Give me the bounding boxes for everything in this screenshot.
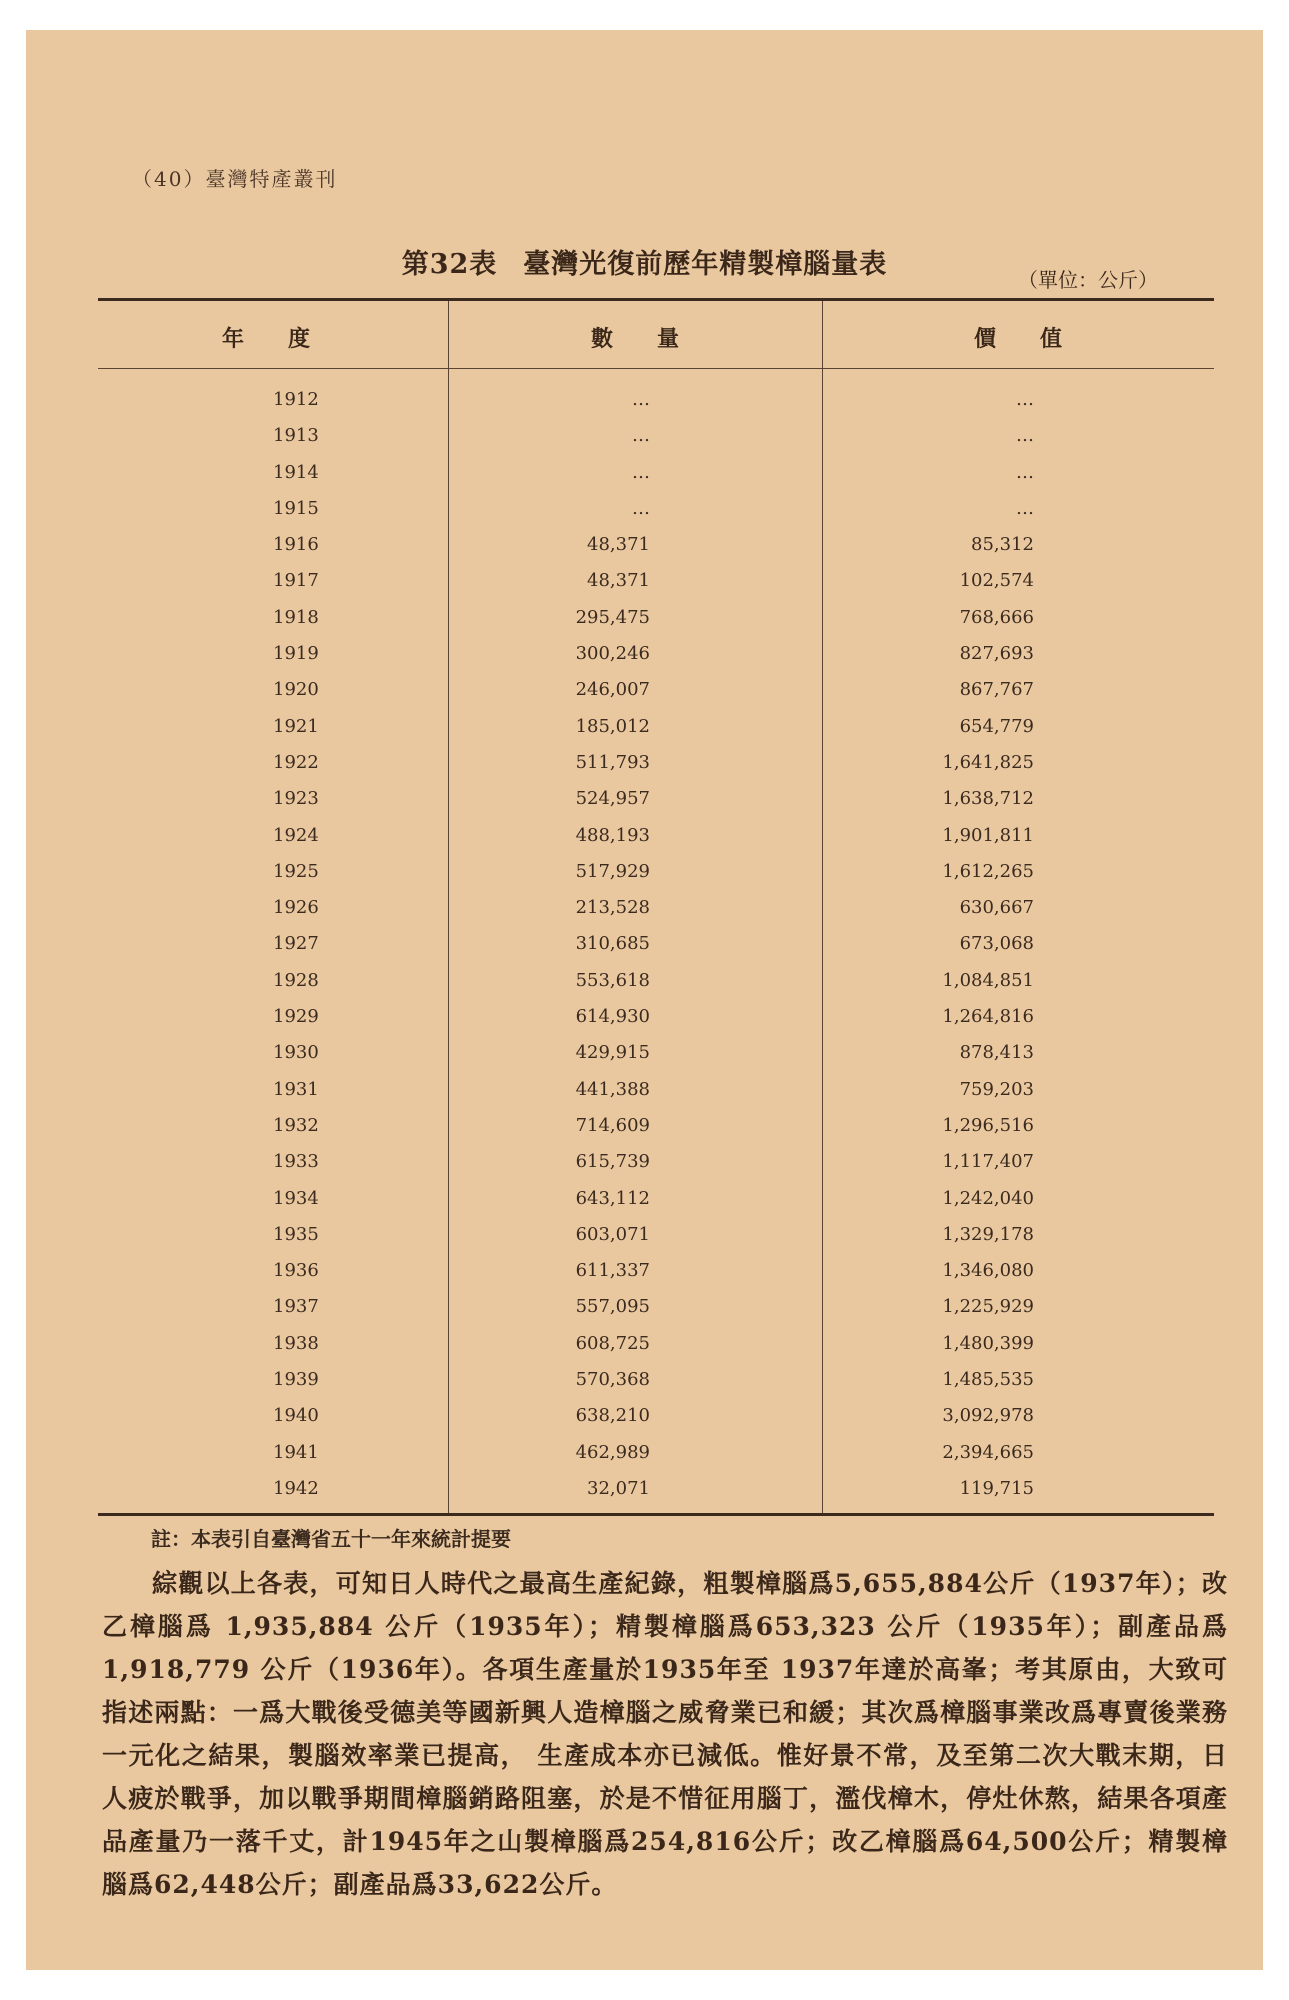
row-value: 827,693 (959, 643, 1034, 665)
table-title: 臺灣光復前歷年精製樟腦量表 (523, 249, 888, 280)
row-value: 1,296,516 (942, 1114, 1034, 1136)
table-row (98, 1470, 1214, 1506)
row-value: 768,666 (959, 606, 1034, 628)
row-year: 1933 (273, 1151, 319, 1173)
table-row (98, 417, 1214, 453)
row-value: … (1016, 461, 1034, 483)
row-year: 1928 (273, 969, 319, 991)
row-year: 1918 (273, 606, 319, 628)
row-value: 1,242,040 (942, 1187, 1034, 1209)
row-quantity: 295,475 (575, 606, 650, 628)
row-year: 1913 (273, 425, 319, 447)
row-value: 1,638,712 (942, 788, 1034, 810)
row-value: 878,413 (959, 1042, 1034, 1064)
table-row (98, 526, 1214, 562)
row-value: 759,203 (959, 1078, 1034, 1100)
row-year: 1941 (273, 1441, 319, 1463)
row-year: 1938 (273, 1332, 319, 1354)
row-value: 630,667 (959, 897, 1034, 919)
column-header-quantity: 數 量 (590, 326, 679, 352)
row-quantity: 714,609 (575, 1114, 650, 1136)
row-quantity: … (632, 389, 650, 410)
table-row (98, 962, 1214, 998)
table-row (98, 817, 1214, 853)
row-quantity: 524,957 (575, 788, 650, 810)
row-quantity: 213,528 (575, 897, 650, 919)
table-row (98, 599, 1214, 635)
row-quantity: 511,793 (575, 751, 650, 773)
row-value: 1,264,816 (942, 1006, 1034, 1028)
row-value: 1,329,178 (942, 1223, 1034, 1245)
table-row (98, 381, 1214, 417)
table-row (98, 925, 1214, 961)
row-value: 85,312 (971, 534, 1034, 556)
table-row (98, 454, 1214, 490)
table-unit: （單位：公斤） (1018, 268, 1158, 292)
row-year: 1924 (273, 824, 319, 846)
row-quantity: 517,929 (575, 860, 650, 882)
table-row (98, 780, 1214, 816)
row-quantity: 557,095 (575, 1296, 650, 1318)
row-quantity: 638,210 (575, 1405, 650, 1427)
row-year: 1912 (273, 389, 319, 410)
table-row (98, 1180, 1214, 1216)
row-quantity: 310,685 (575, 933, 650, 955)
row-year: 1934 (273, 1187, 319, 1209)
row-value: 2,394,665 (942, 1441, 1034, 1463)
table-row (98, 1034, 1214, 1070)
table-row (98, 998, 1214, 1034)
table-row (98, 562, 1214, 598)
table-row (98, 1107, 1214, 1143)
row-quantity: 300,246 (575, 643, 650, 665)
row-value: 1,346,080 (942, 1260, 1034, 1282)
running-header: （40）臺灣特產叢刊 (132, 167, 338, 191)
row-value: 673,068 (959, 933, 1034, 955)
table-row (98, 1143, 1214, 1179)
table-row (98, 1361, 1214, 1397)
row-value: … (1016, 497, 1034, 519)
row-year: 1915 (273, 497, 319, 519)
row-value: 1,612,265 (942, 860, 1034, 882)
row-year: 1917 (273, 570, 319, 592)
row-year: 1937 (273, 1296, 319, 1318)
table-row (98, 671, 1214, 707)
row-quantity: 246,007 (575, 679, 650, 701)
table-row (98, 1397, 1214, 1433)
row-quantity: 441,388 (575, 1078, 650, 1100)
row-value: 102,574 (959, 570, 1034, 592)
row-value: 1,225,929 (942, 1296, 1034, 1318)
row-value: 1,641,825 (942, 751, 1034, 773)
row-value: 1,480,399 (942, 1332, 1034, 1354)
row-year: 1930 (273, 1042, 319, 1064)
row-quantity: 185,012 (575, 715, 650, 737)
row-year: 1927 (273, 933, 319, 955)
row-year: 1942 (273, 1477, 319, 1499)
table-row (98, 490, 1214, 526)
body-paragraph: 綜觀以上各表，可知日人時代之最高生產紀錄，粗製樟腦爲5,655,884公斤（1937年）；改乙樟腦爲 1,935,884 公斤（1935年）；精製樟腦爲653,323 公斤（1935年）；副產品爲1,918,779 公斤（1936年）。各項生產量於1935年至 1937年達於高峯；考其原由，大致可指述兩點：一爲大戰後受德美等國新興人造樟腦之威脅業已和緩；其次爲樟腦事業改爲專賣後業務一元化之結果，製腦效率業已提高， 生產成本亦已減低。惟好景不常，及至第二次大戰末期，日人疲於戰爭，加以戰爭期間樟腦銷路阻塞，於是不惜征用腦丁，濫伐樟木，停灶休熬，結果各項產品產量乃一落千丈，計1945年之山製樟腦爲254,816公斤；改乙樟腦爲64,500公斤；精製樟腦爲62,448公斤；副產品爲33,622公斤。 (102, 1569, 1228, 1899)
row-value: 3,092,978 (942, 1405, 1034, 1427)
table-body (98, 381, 1214, 1506)
row-quantity: 48,371 (587, 570, 650, 592)
row-quantity: 462,989 (575, 1441, 650, 1463)
table-row (98, 1434, 1214, 1470)
table-row (98, 1071, 1214, 1107)
row-quantity: 608,725 (575, 1332, 650, 1354)
row-quantity: 615,739 (575, 1151, 650, 1173)
row-year: 1936 (273, 1260, 319, 1282)
column-header-year: 年 度 (221, 326, 310, 352)
row-quantity: 48,371 (587, 534, 650, 556)
row-quantity: 614,930 (575, 1006, 650, 1028)
row-value: 1,901,811 (942, 824, 1034, 846)
row-quantity: 611,337 (575, 1260, 650, 1282)
row-quantity: 488,193 (575, 824, 650, 846)
row-value: 654,779 (959, 715, 1034, 737)
row-quantity: … (632, 497, 650, 519)
row-value: 867,767 (959, 679, 1034, 701)
row-year: 1921 (273, 715, 319, 737)
row-year: 1935 (273, 1223, 319, 1245)
document-page (26, 30, 1263, 1970)
row-year: 1923 (273, 788, 319, 810)
row-value: … (1016, 389, 1034, 410)
row-value: 1,084,851 (942, 969, 1034, 991)
table-bottom-rule (98, 1513, 1214, 1516)
row-quantity: … (632, 425, 650, 447)
row-quantity: 32,071 (587, 1477, 650, 1499)
row-year: 1919 (273, 643, 319, 665)
table-row (98, 889, 1214, 925)
row-year: 1926 (273, 897, 319, 919)
row-year: 1914 (273, 461, 319, 483)
table-row (98, 744, 1214, 780)
row-quantity: 429,915 (575, 1042, 650, 1064)
row-quantity: 603,071 (575, 1223, 650, 1245)
row-quantity: 570,368 (575, 1369, 650, 1391)
row-quantity: 553,618 (575, 969, 650, 991)
row-year: 1929 (273, 1006, 319, 1028)
table-note: 註：本表引自臺灣省五十一年來統計提要 (151, 1527, 511, 1551)
table-number: 第32表 (401, 249, 498, 280)
table-row (98, 853, 1214, 889)
row-value: 1,485,535 (942, 1369, 1034, 1391)
row-year: 1940 (273, 1405, 319, 1427)
table-header-rule (98, 368, 1214, 369)
table-top-rule (98, 298, 1214, 301)
row-year: 1916 (273, 534, 319, 556)
row-year: 1922 (273, 751, 319, 773)
row-year: 1939 (273, 1369, 319, 1391)
row-value: 119,715 (959, 1477, 1034, 1499)
table-row (98, 1325, 1214, 1361)
table-row (98, 635, 1214, 671)
table-row (98, 1288, 1214, 1324)
row-year: 1925 (273, 860, 319, 882)
column-header-value: 價 值 (973, 326, 1062, 352)
table-row (98, 708, 1214, 744)
row-year: 1920 (273, 679, 319, 701)
table-row (98, 1216, 1214, 1252)
row-year: 1931 (273, 1078, 319, 1100)
row-quantity: 643,112 (575, 1187, 650, 1209)
row-quantity: … (632, 461, 650, 483)
row-value: 1,117,407 (942, 1151, 1034, 1173)
table-row (98, 1252, 1214, 1288)
row-value: … (1016, 425, 1034, 447)
row-year: 1932 (273, 1114, 319, 1136)
